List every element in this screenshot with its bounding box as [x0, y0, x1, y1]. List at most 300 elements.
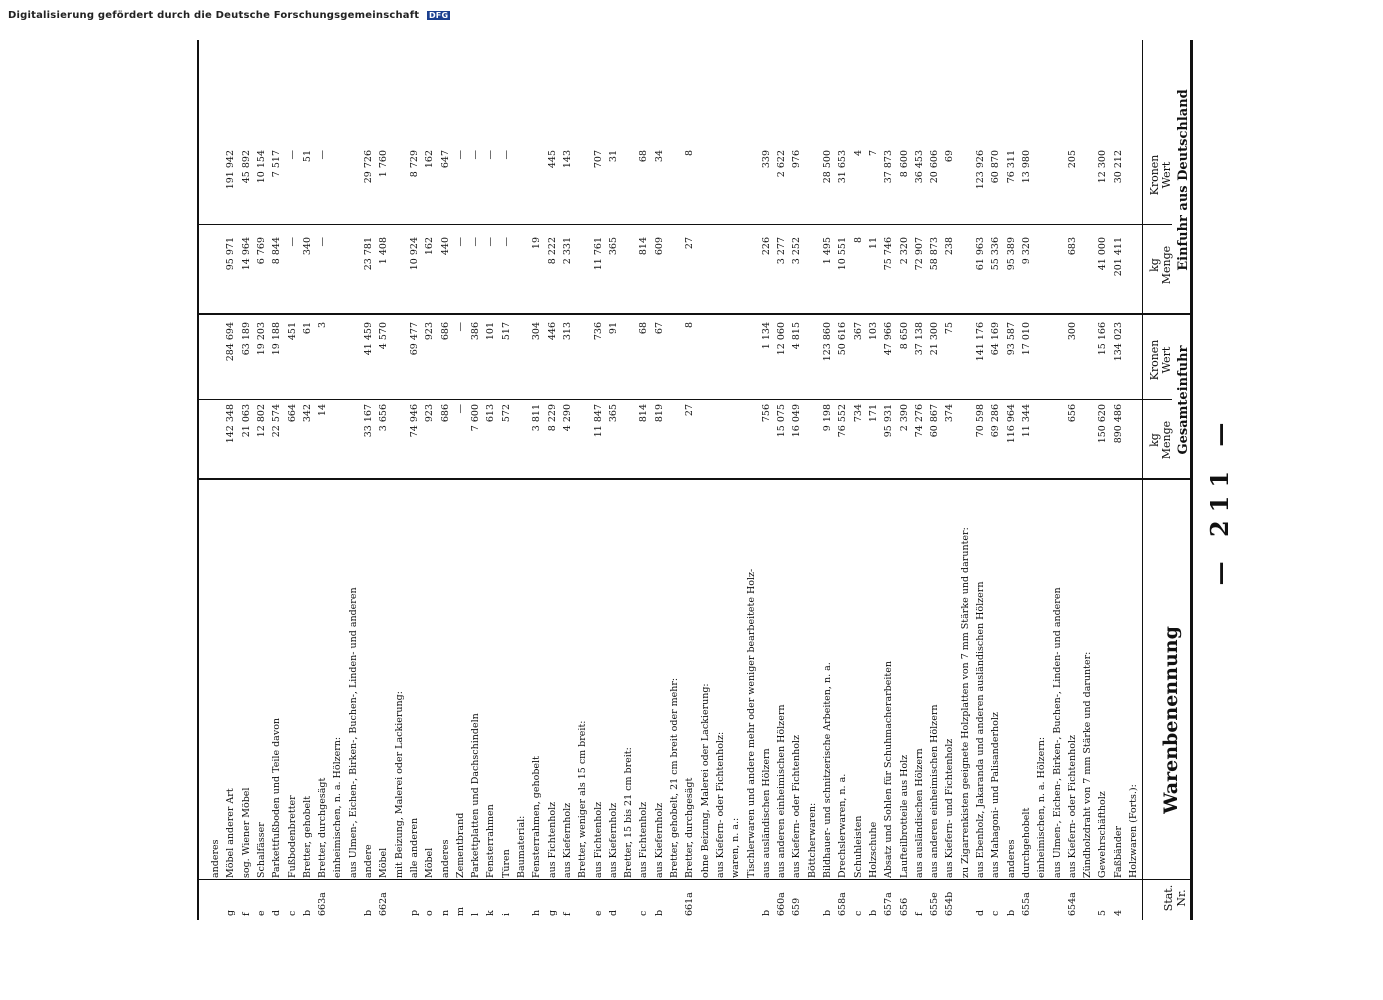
germany-menge-cell: 10 924 [408, 237, 420, 271]
description-cell: Schalfässer [255, 822, 267, 878]
description-cell: aus Kiefern- oder Fichtenholz [791, 735, 803, 878]
total-wert-cell: 134 023 [1112, 322, 1124, 362]
menge-header-2: Menge [1160, 245, 1173, 285]
stat-nr-cell: f [240, 912, 252, 916]
description-cell: Bretter, weniger als 15 cm breit: [577, 720, 589, 878]
dfg-logo: DFG [428, 11, 449, 20]
germany-wert-cell: 123 926 [975, 150, 986, 190]
total-wert-cell: 63 189 [240, 322, 252, 356]
total-wert-cell: 4 815 [791, 322, 803, 350]
description-cell: zu Zigarrenkisten geeignete Holzplatten von 7 mm Stärke und darunter: [959, 527, 971, 878]
stat-nr-cell: e [255, 910, 267, 916]
total-wert-cell: 68 [638, 322, 650, 335]
stat-nr-header: Stat. Nr. [1162, 884, 1188, 912]
total-menge-cell: 9 198 [822, 404, 833, 432]
description-cell: Holzwaren (Forts.): [1128, 784, 1139, 878]
total-menge-cell: 3 811 [531, 404, 543, 432]
germany-wert-cell: 20 606 [929, 150, 941, 184]
table-row [1097, 40, 1108, 920]
germany-wert-cell: 339 [760, 150, 772, 169]
total-wert-cell: 1 134 [760, 322, 772, 350]
description-cell: aus anderen einheimischen Hölzern [776, 704, 788, 878]
table-row [1021, 40, 1032, 920]
total-wert-cell: 19 203 [255, 322, 267, 356]
stat-nr-cell: 654a [1066, 892, 1078, 916]
germany-menge-cell: — [454, 237, 466, 247]
germany-wert-cell: 45 892 [240, 150, 252, 184]
total-menge-cell: 70 598 [975, 404, 986, 438]
germany-menge-cell: 10 551 [837, 237, 849, 271]
germany-menge-cell: 75 746 [883, 237, 895, 271]
description-cell: aus Kiefern- oder Fichtenholz: [714, 731, 726, 878]
description-cell: Fensterrahmen [485, 804, 497, 878]
table-row [332, 40, 343, 920]
description-cell: anderes [439, 839, 451, 878]
total-wert-cell: 61 [301, 322, 313, 335]
germany-wert-cell: 31 [607, 150, 619, 163]
table-row [1052, 40, 1063, 920]
description-cell: Faßbänder [1112, 825, 1124, 878]
germany-wert-cell: 36 453 [913, 150, 925, 184]
description-cell: anderes [210, 839, 221, 878]
table-row [256, 40, 267, 920]
stat-nr-cell: c [286, 910, 298, 916]
table-row [746, 40, 757, 920]
description-cell: Türen [500, 849, 512, 878]
description-cell: Holzschuhe [867, 821, 879, 878]
stat-nr-cell: i [500, 912, 512, 916]
table-row [654, 40, 665, 920]
table-row [485, 40, 496, 920]
germany-wert-cell: 34 [653, 150, 665, 163]
table-row [791, 40, 802, 920]
germany-menge-cell: 1 495 [822, 237, 833, 265]
table-row [776, 40, 787, 920]
germany-wert-cell: 69 [944, 150, 956, 163]
table-row [1113, 40, 1124, 920]
total-wert-cell: 47 966 [883, 322, 895, 356]
germany-wert-cell: 7 517 [271, 150, 283, 178]
germany-wert-cell: 28 500 [822, 150, 833, 184]
description-cell: Tischlerwaren und andere mehr oder weniger bearbeitete Holz- [745, 568, 757, 878]
total-menge-cell: 11 847 [592, 404, 604, 438]
total-menge-cell: 60 867 [929, 404, 941, 438]
germany-menge-cell: 6 769 [255, 237, 267, 265]
total-wert-cell: 12 060 [776, 322, 788, 356]
germany-wert-cell: 8 [684, 150, 696, 157]
total-menge-cell: 923 [424, 404, 436, 423]
total-menge-cell: 27 [684, 404, 696, 417]
total-wert-cell: 64 169 [990, 322, 1002, 356]
description-cell: aus Mahagoni- und Palisanderholz [990, 712, 1002, 878]
description-cell: Baumaterial: [516, 815, 527, 878]
description-cell: aus Kiefern- und Fichtenholz [944, 738, 956, 878]
page-number: — 211 — [1205, 414, 1234, 586]
description-cell: Bretter, 15 bis 21 cm breit: [623, 747, 635, 878]
total-menge-cell: 171 [867, 404, 879, 423]
table-row [638, 40, 649, 920]
stat-nr-cell: 661a [684, 892, 696, 916]
stat-nr-cell: o [424, 910, 436, 916]
wert-header-2: Wert [1160, 161, 1173, 189]
description-cell: durchgehobelt [1020, 807, 1032, 878]
table-row [899, 40, 910, 920]
germany-menge-cell: 3 277 [776, 237, 788, 265]
description-cell: Fußbodenbretter [286, 795, 298, 878]
total-menge-cell: 2 390 [898, 404, 910, 432]
table-row [960, 40, 971, 920]
total-menge-cell: 69 286 [990, 404, 1002, 438]
description-cell: Drechslerwaren, n. a. [837, 773, 849, 878]
description-cell: Schuhleisten [852, 815, 864, 878]
total-menge-cell: 74 946 [408, 404, 420, 438]
germany-wert-cell: — [317, 150, 329, 160]
germany-menge-cell: 8 [852, 237, 864, 244]
description-cell: Gewehrschäftholz [1097, 791, 1109, 878]
germany-wert-cell: 68 [638, 150, 650, 163]
description-cell: Möbel anderer Art [225, 788, 237, 878]
table-row [1082, 40, 1093, 920]
total-wert-cell: 304 [531, 322, 543, 341]
table-row [883, 40, 894, 920]
description-cell: aus Fichtenholz [546, 801, 558, 878]
total-menge-cell: 22 574 [271, 404, 283, 438]
germany-menge-cell: 162 [424, 237, 436, 256]
germany-wert-cell: 4 [852, 150, 864, 157]
total-wert-cell: 93 587 [1005, 322, 1017, 356]
germany-menge-cell: 609 [653, 237, 665, 256]
table-row [394, 40, 405, 920]
description-cell: Bretter, gehobelt, 21 cm breit oder mehr: [669, 677, 680, 878]
description-cell: aus Ulmen-, Eichen-, Birken-, Buchen-, Linden- und anderen [1051, 587, 1063, 878]
total-wert-cell: 386 [470, 322, 482, 341]
stat-nr-cell: b [822, 909, 833, 916]
total-wert-cell: 284 694 [225, 322, 237, 362]
stat-nr-cell: 654b [944, 891, 956, 916]
table-row [669, 40, 680, 920]
description-cell: Böttcherwaren: [806, 802, 818, 878]
table-title: Warenbenennung [1160, 626, 1182, 814]
total-wert-cell: 75 [944, 322, 956, 335]
total-menge-cell: 8 229 [546, 404, 558, 432]
stat-nr-cell: 662a [378, 892, 390, 916]
total-menge-cell: 11 344 [1020, 404, 1032, 438]
table-row [822, 40, 833, 920]
stat-nr-cell: 657a [883, 892, 895, 916]
germany-menge-cell: 55 336 [990, 237, 1002, 271]
unit-kg-2: kg [1148, 258, 1161, 272]
total-wert-cell: 41 459 [363, 322, 374, 356]
germany-menge-cell: 340 [301, 237, 313, 256]
total-wert-cell: 8 650 [898, 322, 910, 350]
total-menge-cell: 3 656 [378, 404, 390, 432]
stat-nr-cell: n [439, 909, 451, 916]
description-cell: Bretter, gehobelt [301, 795, 313, 878]
stat-nr-cell: 4 [1112, 909, 1124, 916]
germany-wert-cell: 1 760 [378, 150, 390, 178]
total-menge-cell: 74 276 [913, 404, 925, 438]
germany-menge-cell: 226 [760, 237, 772, 256]
total-menge-cell: 756 [760, 404, 772, 423]
total-menge-cell: 686 [439, 404, 451, 423]
table-row [241, 40, 252, 920]
germany-menge-cell: 41 000 [1097, 237, 1109, 271]
germany-wert-cell: 445 [546, 150, 558, 169]
table-row [1128, 40, 1139, 920]
germany-wert-cell: 37 873 [883, 150, 895, 184]
stat-nr-cell: 660a [776, 892, 788, 916]
total-wert-cell: 3 [317, 322, 329, 329]
total-menge-cell: 7 600 [470, 404, 482, 432]
total-menge-cell: 76 552 [837, 404, 849, 438]
germany-wert-cell: 7 [867, 150, 879, 157]
germany-wert-cell: 205 [1066, 150, 1078, 169]
description-cell: aus Fichtenholz [592, 801, 604, 878]
total-menge-cell: 33 167 [363, 404, 374, 438]
germany-wert-cell: 143 [561, 150, 573, 169]
germany-wert-cell: 13 980 [1020, 150, 1032, 184]
germany-wert-cell: 10 154 [255, 150, 267, 184]
table-row [424, 40, 435, 920]
total-menge-cell: 613 [485, 404, 497, 423]
total-wert-cell: 367 [852, 322, 864, 341]
germany-menge-cell: 201 411 [1112, 237, 1124, 277]
table-row [1006, 40, 1017, 920]
total-wert-cell: 736 [592, 322, 604, 341]
germany-menge-cell: 365 [607, 237, 619, 256]
stat-nr-cell: k [485, 910, 497, 916]
germany-menge-cell: — [500, 237, 512, 247]
table-row [271, 40, 282, 920]
germany-menge-cell: 2 320 [898, 237, 910, 265]
description-cell: aus anderen einheimischen Hölzern [929, 704, 941, 878]
stat-nr-cell: p [408, 909, 420, 916]
stat-nr-cell: g [546, 909, 558, 916]
table-row [914, 40, 925, 920]
germany-menge-cell: 814 [638, 237, 650, 256]
description-cell: aus Fichtenholz [638, 801, 650, 878]
total-menge-cell: 734 [852, 404, 864, 423]
germany-menge-cell: 9 320 [1020, 237, 1032, 265]
germany-wert-cell: 29 726 [363, 150, 374, 184]
description-cell: andere [363, 844, 374, 878]
germany-menge-cell: 8 844 [271, 237, 283, 265]
table-row [868, 40, 879, 920]
germany-menge-cell: 440 [439, 237, 451, 256]
germany-menge-cell: 95 389 [1005, 237, 1017, 271]
unit-kronen-1: Kronen [1148, 339, 1161, 381]
table-row [944, 40, 955, 920]
stat-nr-cell: b [760, 909, 772, 916]
description-cell: Möbel [378, 847, 390, 878]
germany-wert-cell: 8 600 [898, 150, 910, 178]
table-row [623, 40, 634, 920]
total-wert-cell: 103 [867, 322, 879, 341]
table-row [470, 40, 481, 920]
description-cell: einheimischen, n. a. Hölzern: [1036, 736, 1048, 878]
total-wert-cell: 451 [286, 322, 298, 341]
total-wert-cell: 37 138 [913, 322, 925, 356]
wert-header-1: Wert [1160, 346, 1173, 374]
stat-nr-cell: 5 [1097, 909, 1109, 916]
total-wert-cell: 141 176 [975, 322, 986, 362]
germany-menge-cell: 27 [684, 237, 696, 250]
table-row [225, 40, 236, 920]
total-menge-cell: 819 [653, 404, 665, 423]
table-row [700, 40, 711, 920]
table-row [440, 40, 451, 920]
germany-wert-cell: 162 [424, 150, 436, 169]
table-row [516, 40, 527, 920]
total-menge-cell: — [454, 404, 466, 414]
total-menge-cell: 814 [638, 404, 650, 423]
germany-menge-cell: 72 907 [913, 237, 925, 271]
total-menge-cell: 150 620 [1097, 404, 1109, 444]
table-row [531, 40, 542, 920]
germany-wert-cell: 647 [439, 150, 451, 169]
germany-menge-cell: — [470, 237, 482, 247]
table-row [562, 40, 573, 920]
description-cell: Parkettfußboden und Teile davon [271, 717, 283, 878]
total-wert-cell: 8 [684, 322, 696, 329]
table-row [577, 40, 588, 920]
stat-nr-cell: b [653, 909, 665, 916]
germany-menge-cell: 95 971 [225, 237, 237, 271]
description-cell: Zündholzdraht von 7 mm Stärke und darunter: [1082, 651, 1094, 878]
header-rule [1142, 40, 1143, 920]
stat-nr-cell: c [990, 910, 1002, 916]
total-wert-cell: 4 570 [378, 322, 390, 350]
germany-wert-cell: 51 [301, 150, 313, 163]
table-row [730, 40, 741, 920]
description-cell: Bretter, durchgesägt [317, 777, 329, 878]
stat-nr-cell: b [867, 909, 879, 916]
germany-menge-cell: 8 222 [546, 237, 558, 265]
table-row [363, 40, 374, 920]
table-row [409, 40, 420, 920]
germany-wert-cell: — [454, 150, 466, 160]
total-wert-cell: 300 [1066, 322, 1078, 341]
stat-nr-cell: d [271, 909, 283, 916]
description-cell: Bretter, durchgesägt [684, 777, 696, 878]
stat-nr-cell: f [561, 912, 573, 916]
germany-menge-cell: 11 [867, 237, 879, 250]
germany-wert-cell: — [500, 150, 512, 160]
germany-menge-cell: 14 964 [240, 237, 252, 271]
description-cell: aus Kiefernholz [653, 802, 665, 878]
stat-nr-cell: b [363, 909, 374, 916]
total-wert-cell: 19 188 [271, 322, 283, 356]
total-wert-cell: 17 010 [1020, 322, 1032, 356]
germany-menge-cell: 61 963 [975, 237, 986, 271]
description-cell: anderes [1005, 839, 1017, 878]
total-menge-cell: 890 486 [1112, 404, 1124, 444]
total-menge-cell: 572 [500, 404, 512, 423]
total-menge-cell: 142 348 [225, 404, 237, 444]
total-menge-cell: 21 063 [240, 404, 252, 438]
description-cell: Parkettplatten und Dachschindeln [470, 713, 482, 878]
stat-nr-cell: l [470, 912, 482, 916]
total-wert-cell: 686 [439, 322, 451, 341]
total-wert-cell: 101 [485, 322, 497, 341]
table-row [1036, 40, 1047, 920]
total-menge-cell: 116 964 [1005, 404, 1017, 444]
stat-nr-cell: h [531, 909, 543, 916]
total-menge-cell: 342 [301, 404, 313, 423]
description-cell: aus Kiefern- oder Fichtenholz [1066, 735, 1078, 878]
total-wert-cell: 923 [424, 322, 436, 341]
total-wert-cell: 313 [561, 322, 573, 341]
total-wert-cell: 91 [607, 322, 619, 335]
stat-nr-cell: c [852, 910, 864, 916]
total-menge-cell: 14 [317, 404, 329, 417]
germany-wert-cell: 60 870 [990, 150, 1002, 184]
total-menge-cell: 656 [1066, 404, 1078, 423]
description-cell: aus Ebenholz, Jakaranda und anderen ausländischen Hölzern [975, 581, 986, 878]
description-cell: Fensterrahmen, gehobelt [531, 756, 543, 878]
total-menge-cell: 664 [286, 404, 298, 423]
stat-nr-cell: g [225, 909, 237, 916]
header-total: Gesamteinfuhr [1176, 345, 1191, 455]
table-row [684, 40, 695, 920]
stat-nr-cell: 663a [317, 892, 329, 916]
total-wert-cell: 21 300 [929, 322, 941, 356]
total-menge-cell: 16 049 [791, 404, 803, 438]
germany-menge-cell: 23 781 [363, 237, 374, 271]
stat-nr-cell: f [913, 912, 925, 916]
table-row [317, 40, 328, 920]
description-cell: aus Ulmen-, Eichen-, Birken-, Buchen-, Linden- und anderen [347, 587, 359, 878]
germany-wert-cell: 76 311 [1005, 150, 1017, 184]
germany-menge-cell: 2 331 [561, 237, 573, 265]
description-cell: alle anderen [408, 817, 420, 878]
description-cell: Bildhauer- und schnitzerische Arbeiten, n. a. [822, 662, 833, 878]
stat-nr-cell: 656 [898, 897, 910, 916]
germany-wert-cell: — [286, 150, 298, 160]
stat-nr-cell: b [1005, 909, 1017, 916]
table-row [501, 40, 512, 920]
total-menge-cell: 374 [944, 404, 956, 423]
table-row [761, 40, 772, 920]
description-cell: Möbel [424, 847, 436, 878]
germany-wert-cell: 30 212 [1112, 150, 1124, 184]
menge-header-1: Menge [1160, 420, 1173, 460]
stat-nr-cell: m [454, 906, 466, 916]
stat-nr-cell: d [607, 909, 619, 916]
table-row [547, 40, 558, 920]
germany-wert-cell: — [485, 150, 497, 160]
table-row [210, 40, 221, 920]
germany-menge-cell: 11 761 [592, 237, 604, 271]
germany-menge-cell: 1 408 [378, 237, 390, 265]
description-cell: aus Kiefernholz [607, 802, 619, 878]
total-wert-cell: 15 166 [1097, 322, 1109, 356]
table-row [378, 40, 389, 920]
germany-wert-cell: 31 653 [837, 150, 849, 184]
table-row [593, 40, 604, 920]
total-wert-cell: 446 [546, 322, 558, 341]
germany-menge-cell: 683 [1066, 237, 1078, 256]
table-row [455, 40, 466, 920]
table-row [287, 40, 298, 920]
germany-wert-cell: 12 300 [1097, 150, 1109, 184]
stat-nr-cell: 658a [837, 892, 849, 916]
total-wert-cell: — [454, 322, 466, 332]
table-row [807, 40, 818, 920]
stat-nr-cell: c [638, 910, 650, 916]
description-cell: sog. Wiener Möbel [240, 787, 252, 878]
germany-wert-cell: 976 [791, 150, 803, 169]
